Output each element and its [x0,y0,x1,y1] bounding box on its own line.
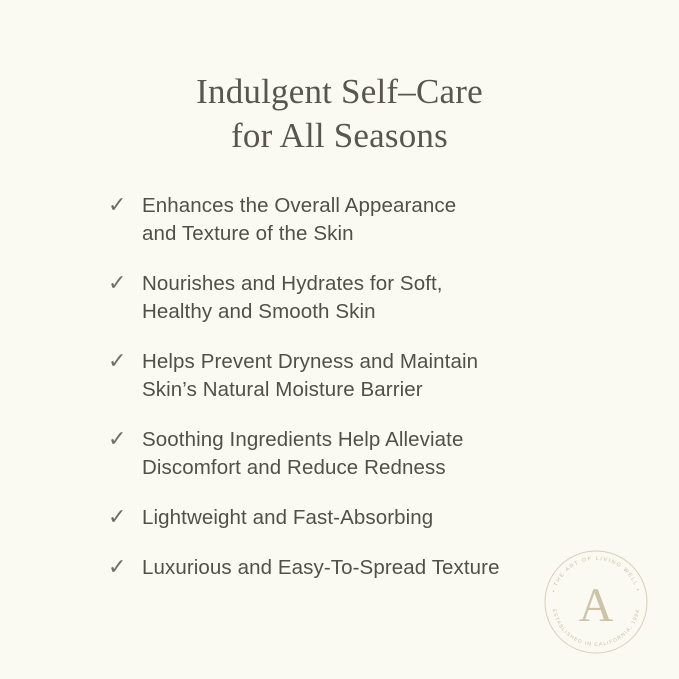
benefit-text [142,554,500,582]
svg-text:ESTABLISHED IN CALIFORNIA, 199: ESTABLISHED IN CALIFORNIA, 1994 [550,608,642,649]
benefit-line-1: Helps Prevent Dryness and Maintain [142,350,479,373]
page-title [0,70,679,158]
brand-logo [541,547,651,657]
benefit-line-2: Discomfort and Reduce Redness [142,456,446,479]
benefit-line-2: Healthy and Smooth Skin [142,300,376,323]
benefit-line-2: Skin’s Natural Moisture Barrier [142,378,423,401]
page-title-line-1: Indulgent Self–Care [196,72,483,111]
benefit-text [142,348,478,404]
page-title-line-2: for All Seasons [231,116,448,155]
list-item [108,192,619,248]
benefit-line-1: Lightweight and Fast-Absorbing [142,506,434,529]
check-icon: ✓ [108,271,127,296]
check-icon: ✓ [108,427,127,452]
benefit-line-1: Luxurious and Easy-To-Spread Texture [142,556,500,579]
svg-text:• THE ART OF LIVING WELL •: • THE ART OF LIVING WELL • [551,555,641,594]
list-item [108,270,619,326]
benefit-line-1: Nourishes and Hydrates for Soft, [142,272,443,295]
list-item [108,348,619,404]
benefit-line-1: Enhances the Overall Appearance [142,194,457,217]
benefit-text [142,270,443,326]
benefits-list [108,192,619,604]
benefit-text [142,426,463,482]
svg-text:A: A [578,579,614,632]
benefit-text [142,192,456,248]
check-icon: ✓ [108,193,127,218]
benefit-line-2: and Texture of the Skin [142,222,354,245]
list-item [108,504,619,532]
check-icon: ✓ [108,349,127,374]
list-item [108,426,619,482]
check-icon: ✓ [108,555,127,580]
check-icon: ✓ [108,505,127,530]
benefit-line-1: Soothing Ingredients Help Alleviate [142,428,464,451]
benefit-text [142,504,433,532]
